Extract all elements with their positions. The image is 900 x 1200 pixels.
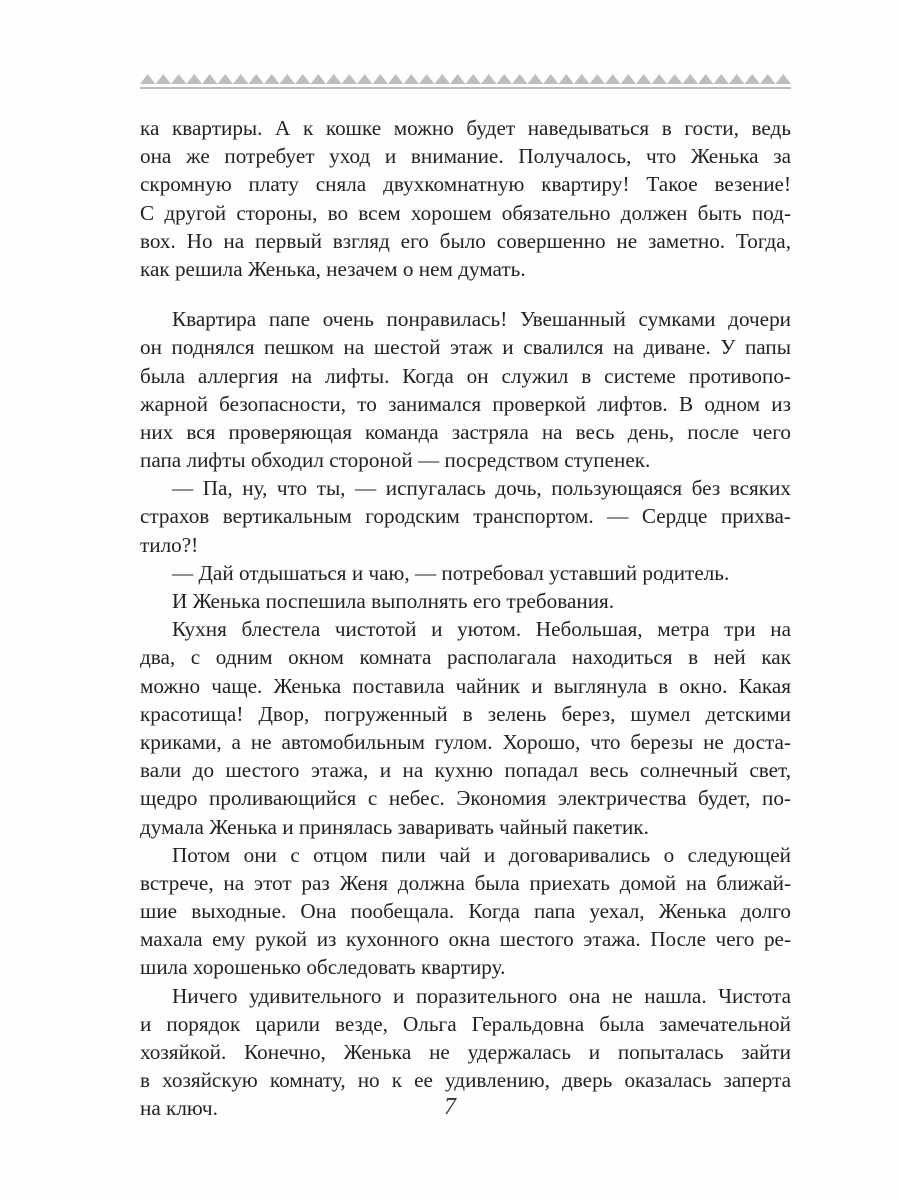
text-line: была аллергия на лифты. Когда он служил в системе противопо-	[140, 363, 791, 388]
text-line: ка квартиры. А к кошке можно будет наведываться в гости, ведь	[140, 116, 791, 140]
text-line: — Дай отдышаться и чаю, — потребовал уставший родитель.	[172, 560, 730, 585]
text-line: красотища! Двор, погруженный в зелень берез, шумел детскими	[140, 701, 791, 726]
text-line: вали до шестого этажа, и на кухню попадал весь солнечный свет,	[140, 758, 791, 783]
paragraph	[140, 841, 791, 982]
text-line: два, с одним окном комната располагала находиться в ней как	[140, 645, 791, 670]
text-line: С другой стороны, во всем хорошем обязательно должен быть под-	[140, 200, 791, 225]
text-line: и порядок царили везде, Ольга Геральдовна была замечательной	[140, 1011, 791, 1036]
text-line: страхов вертикальным городским транспортом. — Сердце прихва-	[140, 504, 791, 529]
text-line: Потом они с отцом пили чай и договаривались о следующей	[172, 842, 791, 867]
body-text	[140, 114, 791, 1123]
text-line: махала ему рукой из кухонного окна шестого этажа. После чего ре-	[140, 927, 791, 952]
text-line: он поднялся пешком на шестой этаж и свалился на диване. У папы	[140, 335, 791, 360]
text-line: жарной безопасности, то занимался проверкой лифтов. В одном из	[140, 391, 791, 416]
text-line: думала Женька и принялась заваривать чайный пакетик.	[140, 814, 649, 839]
text-line: вох. Но на первый взгляд его было совершенно не заметно. Тогда,	[140, 228, 791, 253]
paragraph	[140, 587, 791, 615]
text-line: Квартира папе очень понравилась! Увешанный сумками дочери	[172, 307, 791, 332]
text-line: встрече, на этот раз Женя должна была приехать домой на ближай-	[140, 870, 791, 895]
text-line: щедро проливающийся с небес. Экономия электричества будет, по-	[140, 786, 791, 811]
text-line: — Па, ну, что ты, — испугалась дочь, пользующаяся без всяких	[172, 476, 791, 501]
triangle-border-icon	[140, 73, 791, 84]
paragraph	[140, 474, 791, 559]
text-line: Ничего удивительного и поразительного она не нашла. Чистота	[172, 983, 791, 1008]
text-line: шила хорошенько обследовать квартиру.	[140, 955, 506, 980]
paragraph	[140, 615, 791, 841]
text-line: Кухня блестела чистотой и уютом. Небольшая, метра три на	[172, 617, 791, 642]
text-line: можно чаще. Женька поставила чайник и выглянула в окно. Какая	[140, 673, 791, 698]
text-line: скромную плату сняла двухкомнатную квартиру! Такое везение!	[140, 172, 791, 197]
paragraph	[140, 114, 791, 283]
text-line: папа лифты обходил стороной — посредством ступенек.	[140, 448, 651, 473]
header-rule	[140, 87, 791, 89]
text-line: на ключ.	[140, 1096, 218, 1121]
header-ornament	[140, 70, 791, 92]
text-line: тило?!	[140, 532, 199, 557]
text-line: них вся проверяющая команда застряла на весь день, после чего	[140, 419, 791, 444]
paragraph	[140, 305, 791, 474]
text-line: в хозяйскую комнату, но к ее удивлению, дверь оказалась заперта	[140, 1068, 791, 1093]
page-number: 7	[444, 1094, 456, 1120]
text-line: она же потребует уход и внимание. Получалось, что Женька за	[140, 144, 791, 169]
text-line: И Женька поспешила выполнять его требования.	[172, 589, 615, 613]
text-line: шие выходные. Она пообещала. Когда папа уехал, Женька долго	[140, 899, 791, 924]
paragraph	[140, 559, 791, 587]
text-line: хозяйкой. Конечно, Женька не удержалась и попыталась зайти	[140, 1040, 791, 1064]
text-line: криками, а не автомобильным гулом. Хорошо, что березы не доста-	[140, 729, 791, 754]
text-line: как решила Женька, незачем о нем думать.	[140, 256, 526, 281]
paragraph-gap	[140, 283, 791, 305]
